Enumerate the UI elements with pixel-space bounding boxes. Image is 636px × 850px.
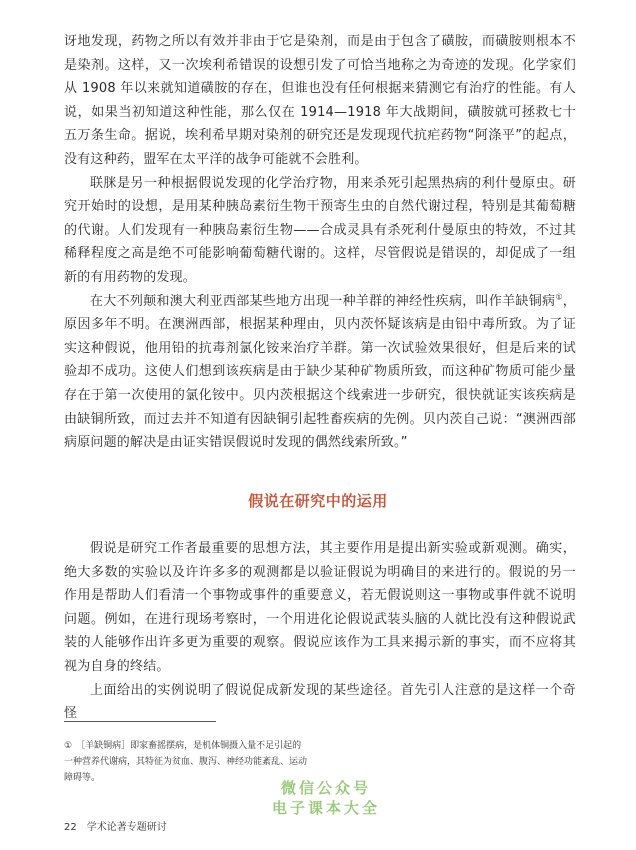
watermark-line-2: 电子课本大全 bbox=[271, 799, 380, 817]
watermark-line-1: 微信公众号 bbox=[280, 779, 371, 797]
book-title: 学术论著专题研讨 bbox=[86, 822, 167, 833]
paragraph-5: 上面给出的实例说明了假说促成新发现的某些途径。首先引人注意的是这样一个奇怪 bbox=[64, 682, 576, 722]
paragraph-2: 联脒是另一种根据假说发现的化学治疗物，用来杀死引起黑热病的利什曼原虫。研究开始时的设想，是用某种胰岛素衍生物干预寄生虫的自然代谢过程，特别是其葡萄糖的代谢。人们发现有一种胰岛素衍生物——合成灵具有杀死利什曼原虫的特效，不过其稀释程度之高是绝不可能影响葡萄糖代谢的。这样，尽管假说是错误的，却促成了一组新的有用药物的发现。 bbox=[64, 175, 576, 285]
section-heading: 假说在研究中的运用 bbox=[248, 492, 388, 510]
footnote-mark: ① bbox=[64, 741, 73, 751]
paragraph-4: 假说是研究工作者最重要的思想方法，其主要作用是提出新实验或新观测。确实，绝大多数的实验以及许许多多的观测都是以验证假说为明确目的来进行的。假说的另一作用是帮助人们看清一个事物或事件的重要意义，若无假说则这一事物或事件就不说明问题。例如，在进行现场考察时，一个用进化论假说武装头脑的人就比没有这种假说武装的人能够作出许多更为重要的观察。假说应该作为工具来揭示新的事实，而不应将其视为自身的终结。 bbox=[64, 541, 576, 674]
page-footer bbox=[64, 818, 167, 833]
paragraph-3 bbox=[64, 290, 576, 455]
footnote-reference[interactable]: ① bbox=[555, 292, 563, 302]
body-text-bottom bbox=[64, 537, 576, 726]
watermark bbox=[256, 778, 396, 818]
paragraph-1: 讶地发现，药物之所以有效并非由于它是染剂，而是由于包含了磺胺，而磺胺则根本不是染剂。这样，又一次埃利希错误的设想引发了可恰当地称之为奇迹的发现。化学家们从 1908 年以来就知道磺胺的存在，但谁也没有任何根据来猜测它有治疗的性能。有人说，如果当初知道这种性能，那么仅在 1914—1918 年大战期间，磺胺就可拯救七十五万条生命。据说，埃利希早期对染剂的研究还是发现现代抗疟药物“阿涤平”的起点，没有这种药，盟军在太平洋的战争可能就不会胜利。 bbox=[64, 34, 576, 167]
body-text-top bbox=[64, 30, 576, 455]
footnote-divider bbox=[64, 721, 216, 722]
paragraph-3-after: ，原因多年不明。在澳洲西部，根据某种理由，贝内茨怀疑该病是由铅中毒所致。为了证实这种假说，他用铅的抗毒剂氯化铵来治疗羊群。第一次试验效果很好，但是后来的试验却不成功。这使人们想到该疾病是由于缺少某种矿物质所致，而这种矿物质可能少量存在于第一次使用的氯化铵中。贝内茨根据这个线索进一步研究，很快就证实该疾病是由缺铜所致，而过去并不知道有因缺铜引起牲畜疾病的先例。贝内茨自己说：“澳洲西部病原问题的解决是由证实错误假说时发现的偶然线索所致。” bbox=[64, 293, 576, 451]
paragraph-3-before: 在大不列颠和澳大利亚西部某些地方出现一种羊群的神经性疾病，叫作羊缺铜病 bbox=[90, 293, 556, 309]
page-number: 22 bbox=[64, 822, 77, 833]
footnote-text: ［羊缺铜病］即家畜摇摆病，是机体铜摄入量不足引起的一种营养代谢病，其特征为贫血、腹泻、神经功能紊乱、运动障碍等。 bbox=[64, 741, 308, 783]
